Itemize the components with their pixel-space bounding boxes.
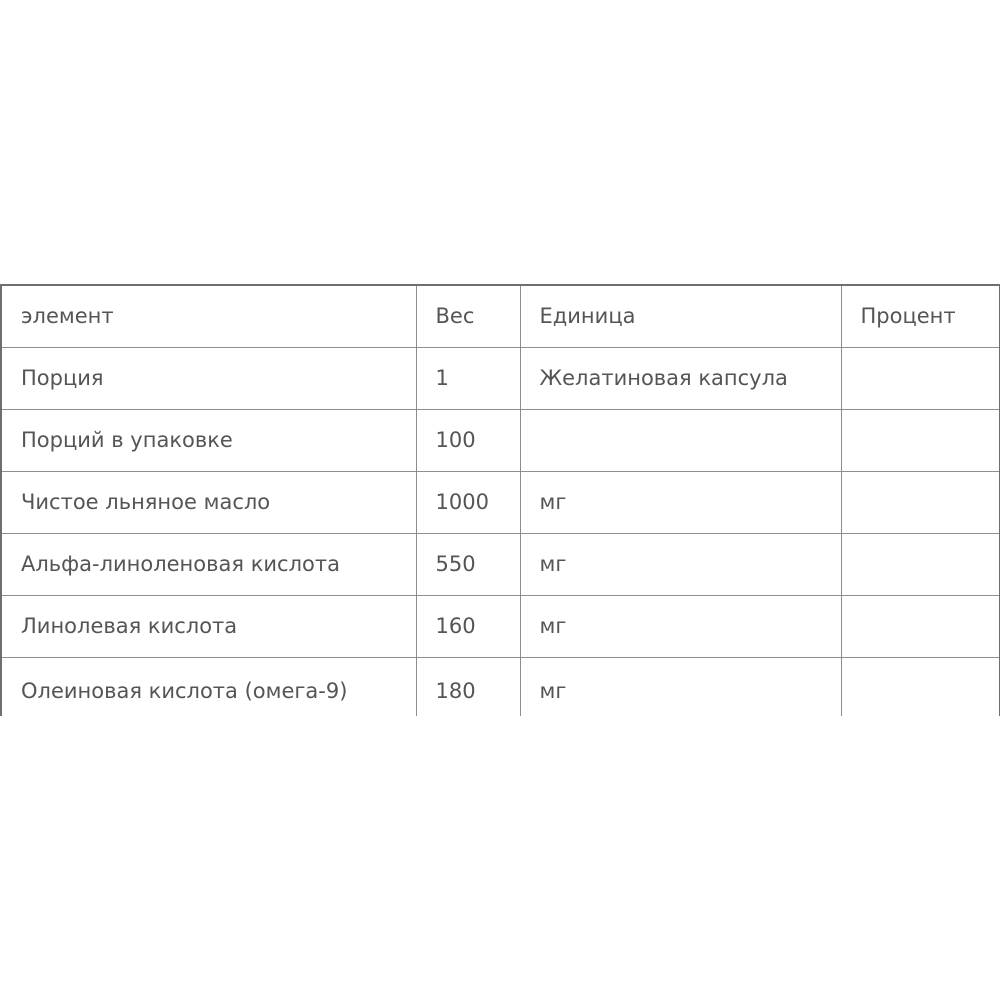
cell-unit: мг	[520, 596, 841, 658]
table-row	[1, 410, 1000, 472]
header-cell-unit: Единица	[520, 285, 841, 348]
table-row	[1, 472, 1000, 534]
cell-weight: 180	[416, 658, 520, 717]
cell-element: Порций в упаковке	[1, 410, 416, 472]
cell-unit: мг	[520, 658, 841, 717]
nutrition-table	[0, 284, 1000, 716]
nutrition-table-container	[0, 284, 1000, 716]
cell-percent	[841, 472, 1000, 534]
table-row	[1, 596, 1000, 658]
cell-weight: 160	[416, 596, 520, 658]
cell-unit: мг	[520, 534, 841, 596]
cell-weight: 1000	[416, 472, 520, 534]
cell-percent	[841, 658, 1000, 717]
header-cell-percent: Процент	[841, 285, 1000, 348]
cell-percent	[841, 348, 1000, 410]
table-row	[1, 534, 1000, 596]
table-row	[1, 348, 1000, 410]
cell-element: Альфа-линоленовая кислота	[1, 534, 416, 596]
cell-percent	[841, 534, 1000, 596]
cell-element: Порция	[1, 348, 416, 410]
cell-unit: Желатиновая капсула	[520, 348, 841, 410]
header-cell-weight: Вес	[416, 285, 520, 348]
cell-unit	[520, 410, 841, 472]
cell-weight: 100	[416, 410, 520, 472]
cell-element: Олеиновая кислота (омега-9)	[1, 658, 416, 717]
table-header-row	[1, 285, 1000, 348]
cell-weight: 550	[416, 534, 520, 596]
header-cell-element: элемент	[1, 285, 416, 348]
cell-element: Чистое льняное масло	[1, 472, 416, 534]
cell-percent	[841, 596, 1000, 658]
cell-percent	[841, 410, 1000, 472]
cell-weight: 1	[416, 348, 520, 410]
cell-element: Линолевая кислота	[1, 596, 416, 658]
table-row	[1, 658, 1000, 717]
cell-unit: мг	[520, 472, 841, 534]
